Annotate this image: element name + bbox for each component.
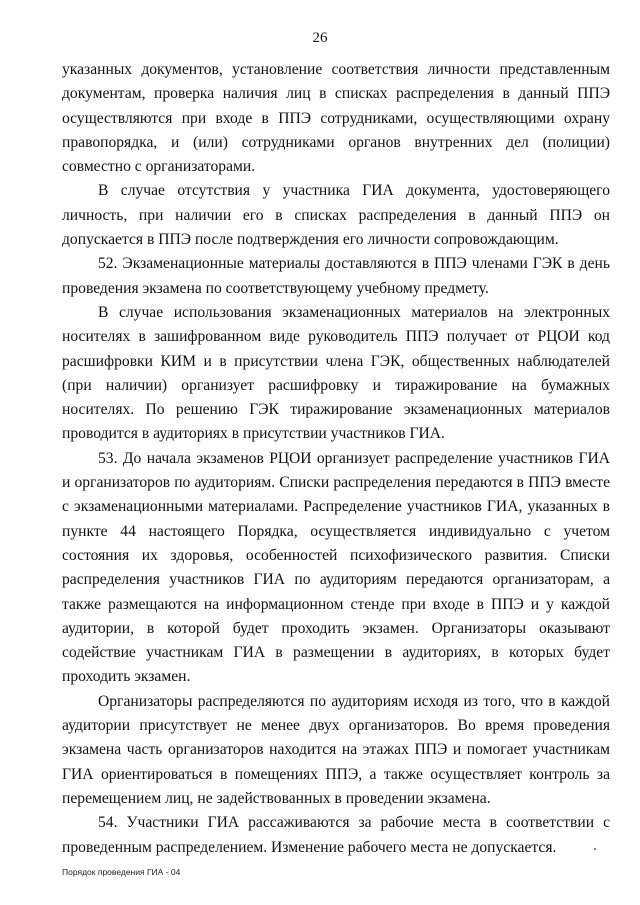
- document-body: [62, 58, 610, 860]
- paragraph-electronic-media: В случае использования экзаменационных материалов на электронных носителях в зашифрованном виде руководитель ППЭ получает от РЦОИ код расшифровки КИМ и в присутствии члена ГЭК, общественных наблюдателей (при наличии) организует расшифровку и тиражирование на бумажных носителях. По решению ГЭК тиражирование экзаменационных материалов проводится в аудиториях в присутствии участников ГИА.: [62, 303, 610, 443]
- paragraph-missing-id: В случае отсутствия у участника ГИА документа, удостоверяющего личность, при наличии его в списках распределения в данный ППЭ он допускается в ППЭ после подтверждения его личности сопровождающим.: [62, 182, 610, 249]
- paragraph-52: 52. Экзаменационные материалы доставляются в ППЭ членами ГЭК в день проведения экзамена по соответствующему учебному предмету.: [62, 255, 610, 297]
- footer-label: Порядок проведения ГИА - 04: [62, 867, 181, 877]
- page-number: 26: [312, 30, 328, 46]
- paragraph-53: 53. До начала экзаменов РЦОИ организует распределение участников ГИА и организаторов по аудиториям. Списки распределения передаются в ППЭ вместе с экзаменационными материалами. Распределение участников ГИА, указанных в пункте 44 настоящего Порядка, осуществляется индивидуально с учетом состояния их здоровья, особенностей психофизического развития. Списки распределения участников ГИА по аудиториям передаются организаторам, а также размещаются на информационном стенде при входе в ППЭ и у каждой аудитории, в которой будет проходить экзамен. Организаторы оказывают содействие участникам ГИА в размещении в аудиториях, в которых будет проходить экзамен.: [62, 449, 610, 686]
- scan-speck: [594, 848, 596, 850]
- paragraph-54: 54. Участники ГИА рассаживаются за рабочие места в соответствии с проведенным распределением. Изменение рабочего места не допускается.: [62, 814, 610, 856]
- paragraph-organizers: Организаторы распределяются по аудиториям исходя из того, что в каждой аудитории присутствует не менее двух организаторов. Во время проведения экзамена часть организаторов находится на этажах ППЭ и помогает участникам ГИА ориентироваться в помещениях ППЭ, а также осуществляет контроль за перемещением лиц, не задействованных в проведении экзамена.: [62, 692, 610, 807]
- paragraph-continuation: указанных документов, установление соответствия личности представленным документам, проверка наличия лиц в списках распределения в данный ППЭ осуществляются при входе в ППЭ сотрудниками, осуществляющими охрану правопорядка, и (или) сотрудниками органов внутренних дел (полиции) совместно с организаторами.: [62, 61, 610, 176]
